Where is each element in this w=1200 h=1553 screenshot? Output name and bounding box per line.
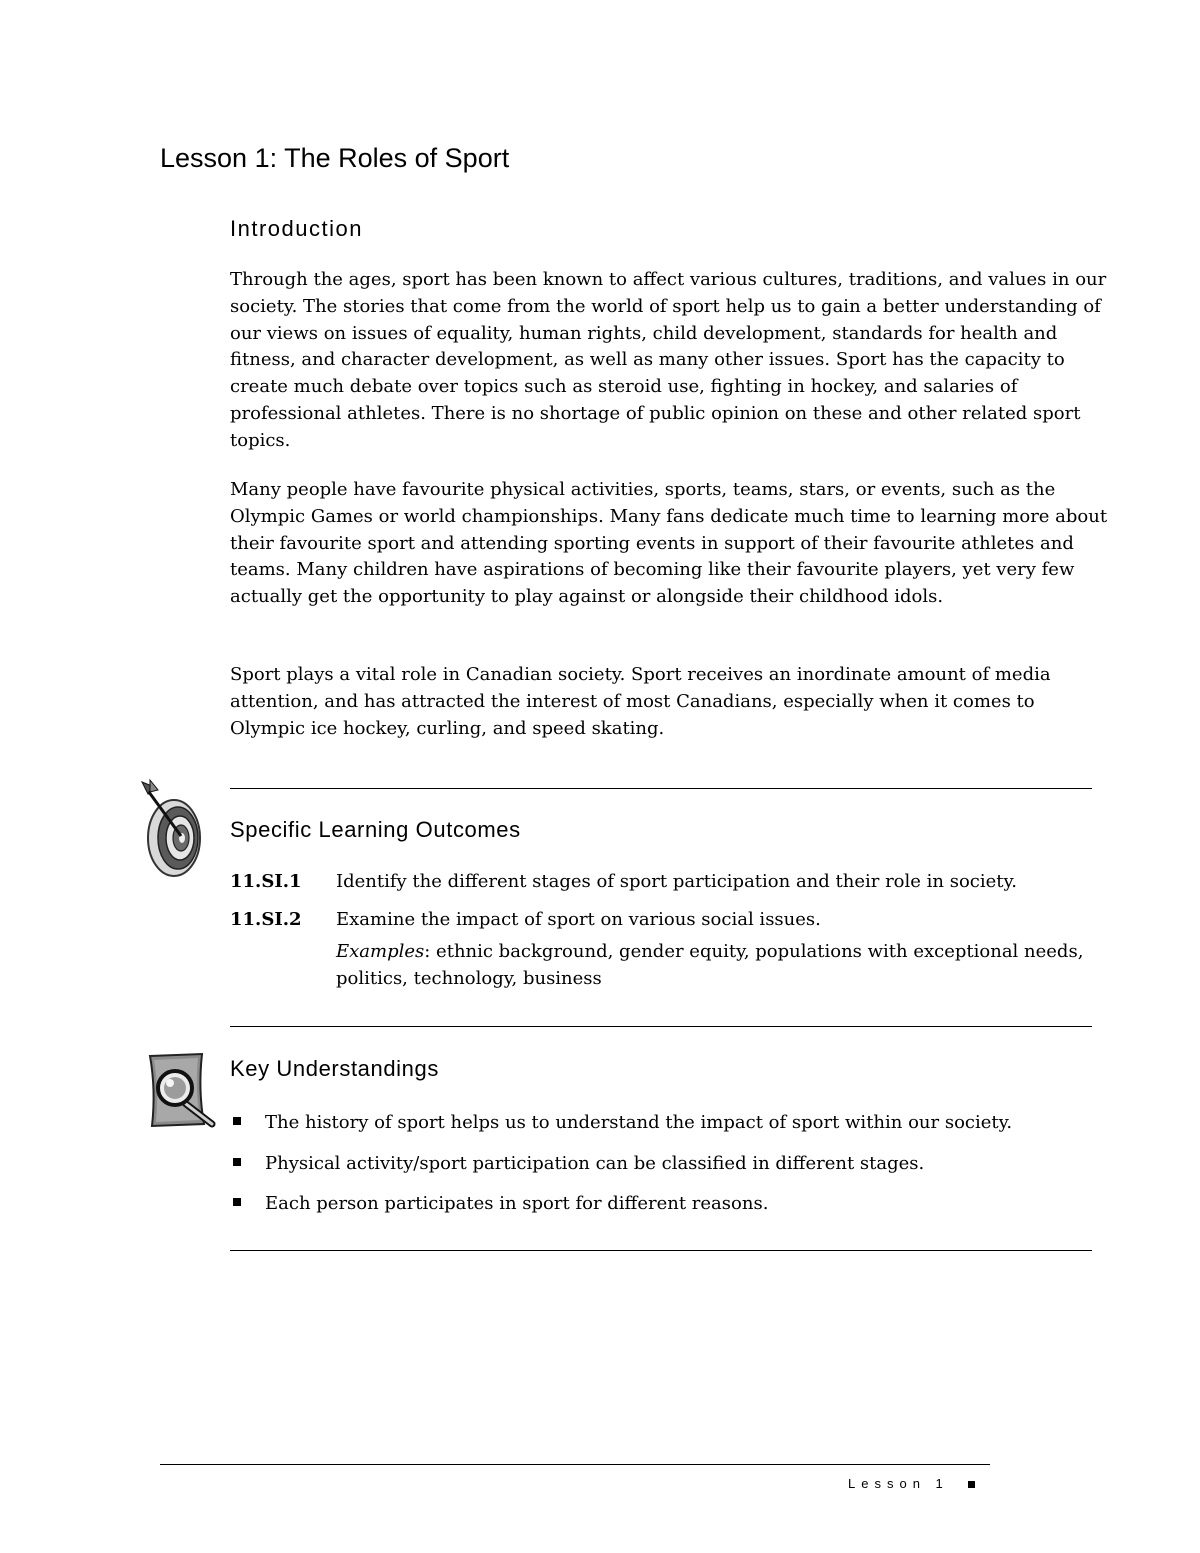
- page-title: Lesson 1: The Roles of Sport: [160, 143, 510, 173]
- outcome-code: 11.SI.2: [230, 909, 302, 930]
- intro-paragraph: Many people have favourite physical activities, sports, teams, stars, or events, such as the Olympic Games or world championships. Many fans dedicate much time to learning more about their favourite sport and attending sporting events in support of their favourite athletes and teams. Many children have aspirations of becoming like their favourite players, yet very few actually get the opportunity to play against or alongside their childhood idols.: [230, 479, 1108, 608]
- footer-page-label: Lesson 1: [848, 1476, 949, 1491]
- outcome-examples: [336, 938, 1096, 992]
- list-item-text: The history of sport helps us to understand the impact of sport within our society.: [265, 1112, 1013, 1133]
- bullet-square-icon: [233, 1198, 241, 1206]
- examples-text: : ethnic background, gender equity, populations with exceptional needs, politics, technology, business: [336, 941, 1084, 989]
- outcomes-heading: Specific Learning Outcomes: [230, 817, 521, 842]
- footer-square-icon: [968, 1481, 975, 1488]
- section-divider: [230, 1026, 1092, 1027]
- list-item: [230, 1109, 1110, 1136]
- magnifying-glass-icon: [140, 1050, 220, 1130]
- outcome-item: [230, 906, 1110, 933]
- bullet-square-icon: [233, 1158, 241, 1166]
- list-item-text: Physical activity/sport participation can be classified in different stages.: [265, 1153, 925, 1174]
- understandings-heading: Key Understandings: [230, 1056, 439, 1081]
- target-arrow-icon: [138, 780, 210, 880]
- outcome-item: [230, 868, 1110, 895]
- introduction-heading: Introduction: [230, 216, 363, 241]
- list-item: [230, 1150, 1110, 1177]
- list-item: [230, 1190, 1110, 1217]
- intro-paragraph: Through the ages, sport has been known to affect various cultures, traditions, and values in our society. The stories that come from the world of sport help us to gain a better understanding of our views on issues of equality, human rights, child development, standards for health and fitness, and character development, as well as many other issues. Sport has the capacity to create much debate over topics such as steroid use, fighting in hockey, and salaries of professional athletes. There is no shortage of public opinion on these and other related sport topics.: [230, 269, 1107, 451]
- list-item-text: Each person participates in sport for different reasons.: [265, 1193, 769, 1214]
- outcome-text: Examine the impact of sport on various social issues.: [336, 909, 821, 930]
- section-divider: [230, 1250, 1092, 1251]
- footer-divider: [160, 1464, 990, 1465]
- outcome-text: Identify the different stages of sport participation and their role in society.: [336, 871, 1018, 892]
- section-divider: [230, 788, 1092, 789]
- intro-paragraph: Sport plays a vital role in Canadian society. Sport receives an inordinate amount of media attention, and has attracted the interest of most Canadians, especially when it comes to Olympic ice hockey, curling, and speed skating.: [230, 664, 1051, 739]
- examples-label: Examples: [336, 941, 425, 962]
- bullet-square-icon: [233, 1117, 241, 1125]
- outcome-code: 11.SI.1: [230, 871, 302, 892]
